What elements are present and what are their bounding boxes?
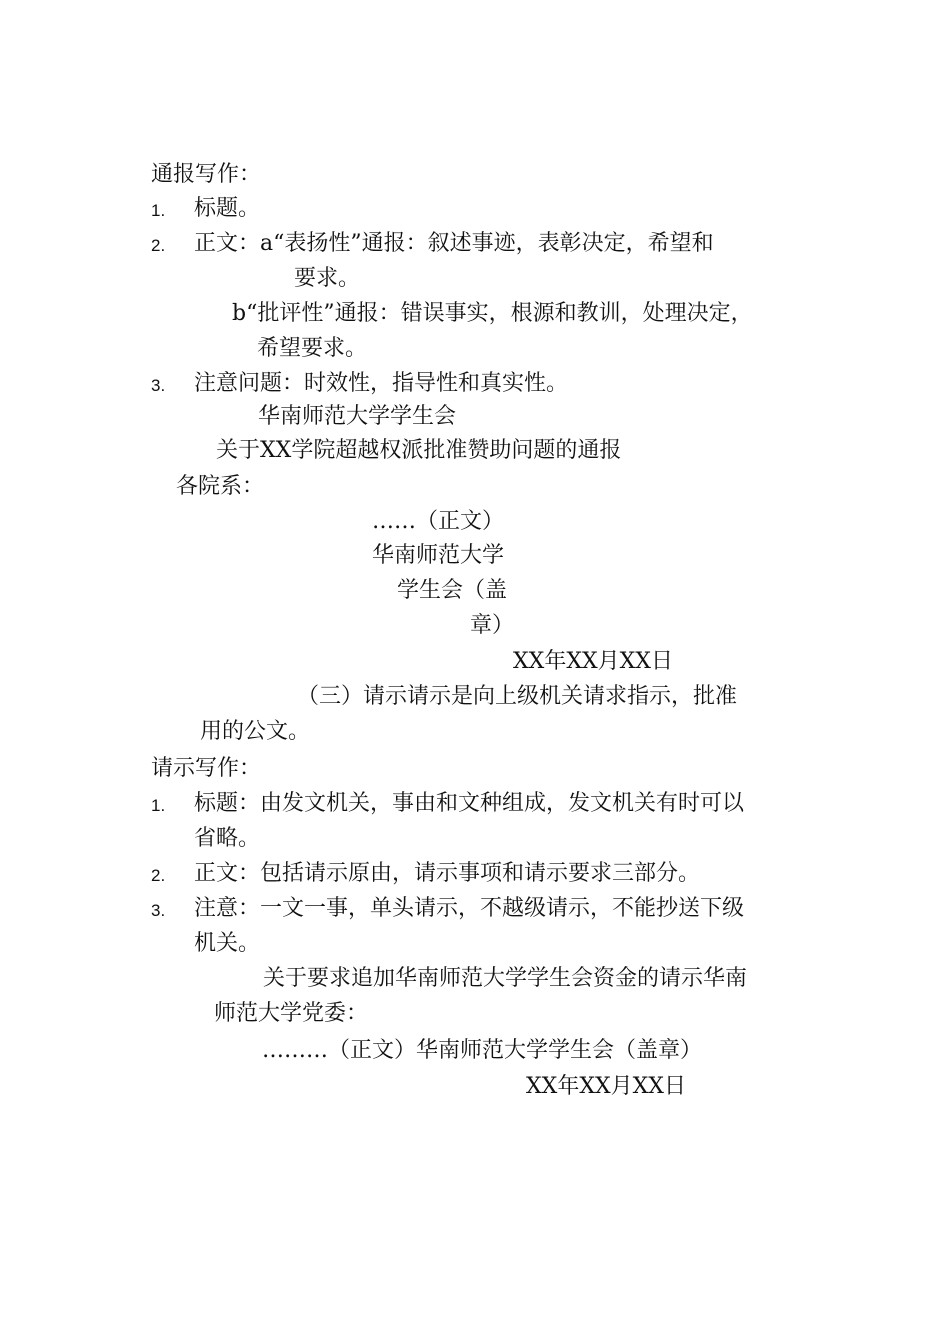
list-item-text: 标题：由发文机关，事由和文种组成，发文机关有时可以 <box>194 791 745 816</box>
example-recipient: 各院系： <box>176 474 265 499</box>
example-body-and-signature: ………（正文）华南师范大学学生会（盖章） <box>262 1038 703 1063</box>
list-item-text: 正文：a“表扬性”通报：叙述事迹，表彰决定，希望和 <box>194 231 714 256</box>
section-heading-notice-writing: 通报写作： <box>151 162 262 187</box>
list-number: 2. <box>151 236 166 255</box>
section-heading-request: （三）请示请示是向上级机关请求指示，批准 <box>297 684 738 709</box>
list-item-continuation: 省略。 <box>194 826 261 851</box>
section-heading-request-writing: 请示写作： <box>151 756 262 781</box>
list-item-text: 注意：一文一事，单头请示，不越级请示，不能抄送下级 <box>194 896 745 921</box>
list-item-continuation: 希望要求。 <box>257 336 368 361</box>
list-item-text: 注意问题：时效性，指导性和真实性。 <box>194 371 569 396</box>
example-title: 关于要求追加华南师范大学学生会资金的请示华南 <box>263 966 748 991</box>
example-issuer: 华南师范大学学生会 <box>258 404 457 429</box>
list-number: 3. <box>151 901 166 920</box>
list-subitem-text: b“批评性”通报：错误事实，根源和教训，处理决定， <box>232 301 753 326</box>
example-title: 关于XX学院超越权派批准赞助问题的通报 <box>216 438 622 463</box>
example-signature: 学生会（盖 <box>397 578 508 603</box>
list-number: 3. <box>151 376 166 395</box>
paragraph-continuation: 用的公文。 <box>200 719 311 744</box>
list-number: 2. <box>151 866 166 885</box>
list-number: 1. <box>151 796 166 815</box>
list-item-continuation: 要求。 <box>294 266 361 291</box>
example-signature: 章） <box>470 613 515 638</box>
example-date: XX年XX月XX日 <box>526 1074 686 1099</box>
example-recipient: 师范大学党委： <box>214 1001 369 1026</box>
list-item-text: 正文：包括请示原由，请示事项和请示要求三部分。 <box>194 861 701 886</box>
list-item-text: 标题。 <box>194 196 261 221</box>
list-item-continuation: 机关。 <box>194 931 261 956</box>
example-signature: 华南师范大学 <box>372 543 505 568</box>
example-date: XX年XX月XX日 <box>513 649 673 674</box>
example-body-placeholder: ……（正文） <box>372 509 505 534</box>
list-number: 1. <box>151 201 166 220</box>
